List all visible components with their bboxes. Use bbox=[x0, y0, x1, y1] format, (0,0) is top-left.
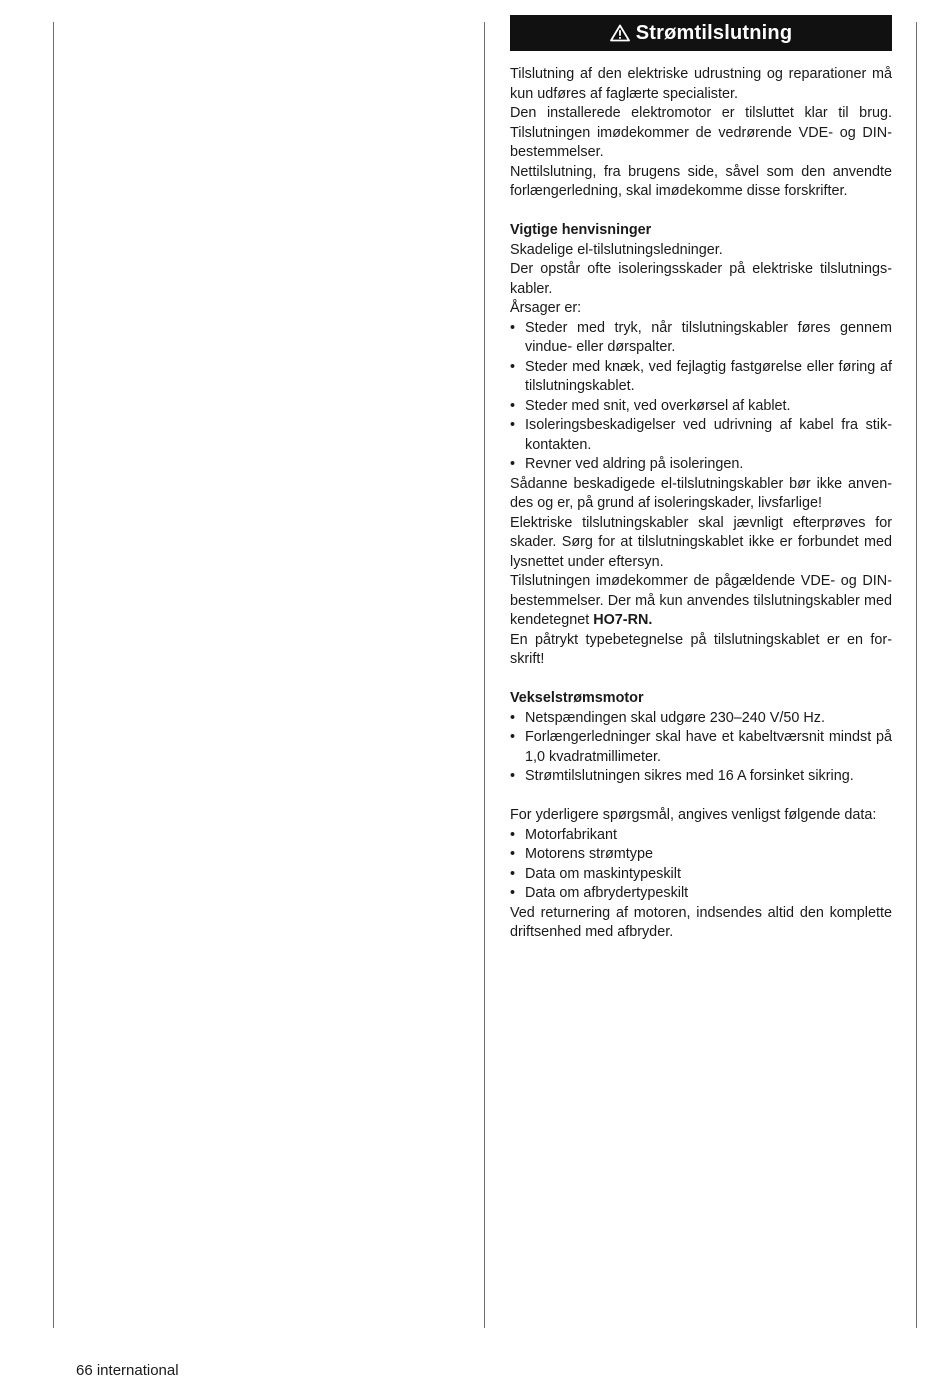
list-item: • Steder med tryk, når tilslutningskabler føres gennem vindue- eller dørspalter. bbox=[510, 319, 892, 358]
spacer bbox=[510, 787, 892, 807]
page-number-label: 66 international bbox=[76, 1362, 179, 1379]
list-item: • Forlængerledninger skal have et kabeltværsnit mindst på 1,0 kvadratmillimeter. bbox=[510, 728, 892, 767]
intro-paragraph: Nettilslutning, fra brugens side, såvel som den anvendte forlængerledning, skal imødekomme disse forskrifter. bbox=[510, 163, 892, 199]
ac-motor-list bbox=[510, 709, 892, 787]
list-item: • Motorfabrikant bbox=[510, 826, 892, 846]
inspection-paragraph: Elektriske tilslutningskabler skal jævnligt efterprøves for skader. Sørg for at tilslutningskablet ikke er forbundet med lysnettet under eftersyn. bbox=[510, 514, 892, 570]
causes-list bbox=[510, 319, 892, 475]
type-designation-paragraph: En påtrykt typebetegnelse på tilslutningskablet er en for-skrift! bbox=[510, 631, 892, 667]
warning-triangle-icon bbox=[610, 24, 630, 42]
list-item: • Strømtilslutningen sikres med 16 A forsinket sikring. bbox=[510, 767, 892, 787]
warning-paragraph: Sådanne beskadigede el-tilslutningskabler bør ikke anven-des og er, på grund af isoleringskader, livsfarlige! bbox=[510, 475, 892, 511]
cable-spec-paragraph bbox=[510, 572, 892, 631]
intro-paragraph: Den installerede elektromotor er tilsluttet klar til brug. Tilslutningen imødekommer de vedrørende VDE- og DIN-bestemmelser. bbox=[510, 105, 892, 160]
intro-paragraph: Tilslutning af den elektriske udrustning og reparationer må kun udføres af faglærte specialister. bbox=[510, 66, 892, 102]
power-connection-section bbox=[510, 15, 892, 943]
ac-motor-heading: Vekselstrømsmotor bbox=[510, 690, 644, 706]
return-paragraph: Ved returnering af motoren, indsendes altid den komplette driftsenhed med afbryder. bbox=[510, 904, 892, 940]
list-item: • Netspændingen skal udgøre 230–240 V/50 Hz. bbox=[510, 709, 892, 729]
spacer bbox=[510, 670, 892, 690]
important-line: Der opstår ofte isoleringsskader på elektriske tilslutnings-kabler. bbox=[510, 261, 892, 297]
list-item: • Steder med snit, ved overkørsel af kablet. bbox=[510, 397, 892, 417]
section-body bbox=[510, 65, 892, 943]
important-line: Skadelige el-tilslutningsledninger. bbox=[510, 241, 723, 258]
section-title: Strømtilslutning bbox=[635, 21, 793, 44]
questions-lead: For yderligere spørgsmål, angives venligst følgende data: bbox=[510, 807, 877, 823]
list-item: • Isoleringsbeskadigelser ved udrivning af kabel fra stik-kontakten. bbox=[510, 416, 892, 455]
left-margin-rule bbox=[53, 22, 54, 1328]
cable-spec-text: Tilslutningen imødekommer de pågældende VDE- og DIN-bestemmelser. Der må kun anvendes tilslutningskabler med kendetegnet bbox=[510, 573, 892, 628]
list-item: • Motorens strømtype bbox=[510, 845, 892, 865]
column-divider-rule bbox=[484, 22, 485, 1328]
important-heading: Vigtige henvisninger bbox=[510, 222, 652, 238]
list-item: • Data om afbrydertypeskilt bbox=[510, 884, 892, 904]
important-line: Årsager er: bbox=[510, 300, 582, 316]
list-item: • Steder med knæk, ved fejlagtig fastgørelse eller føring af tilslutningskablet. bbox=[510, 358, 892, 397]
section-title-bar bbox=[510, 15, 892, 51]
list-item: • Data om maskintypeskilt bbox=[510, 865, 892, 885]
right-margin-rule bbox=[916, 22, 917, 1328]
list-item: • Revner ved aldring på isoleringen. bbox=[510, 455, 892, 475]
cable-code: HO7-RN. bbox=[593, 612, 653, 628]
questions-list bbox=[510, 826, 892, 904]
spacer bbox=[510, 202, 892, 222]
